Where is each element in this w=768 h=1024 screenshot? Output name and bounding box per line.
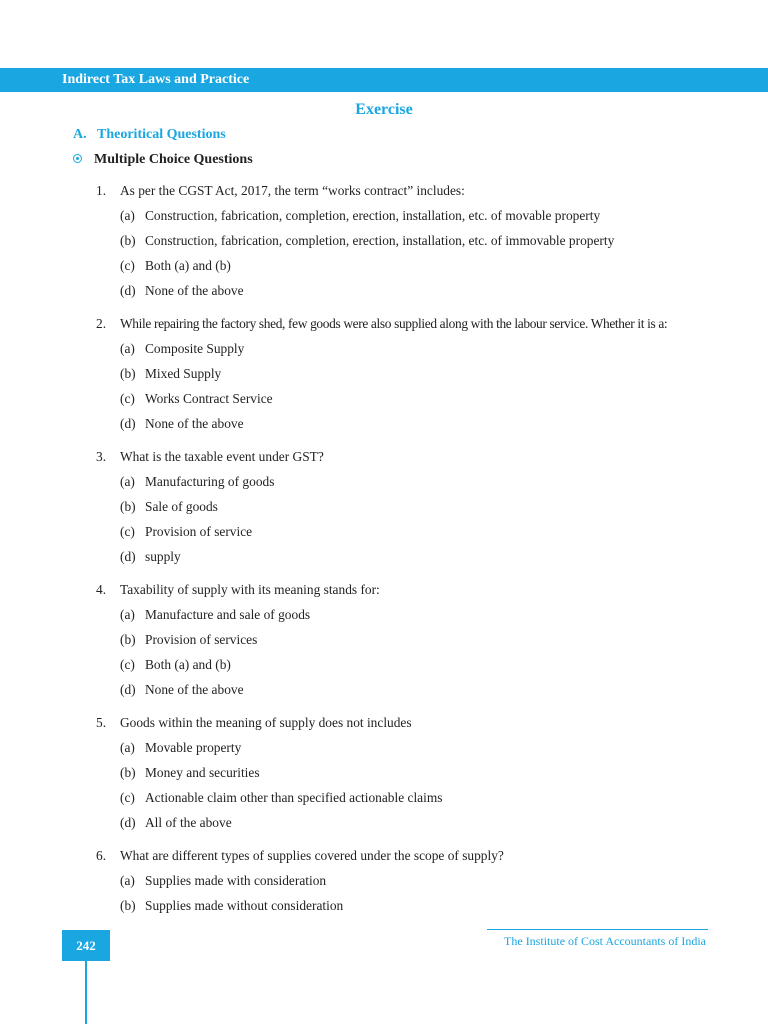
option-text: Construction, fabrication, completion, erection, installation, etc. of movable property bbox=[145, 208, 601, 223]
option-item bbox=[96, 606, 716, 631]
option-item bbox=[96, 523, 716, 548]
footer-institute: The Institute of Cost Accountants of India bbox=[504, 934, 706, 948]
option-label: (d) bbox=[120, 815, 136, 830]
question-item bbox=[96, 581, 716, 706]
option-item bbox=[96, 631, 716, 656]
question-number: 6. bbox=[96, 848, 107, 863]
option-label: (a) bbox=[120, 208, 135, 223]
option-item bbox=[96, 764, 716, 789]
question-item bbox=[96, 182, 716, 307]
question-item bbox=[96, 847, 716, 922]
option-item bbox=[96, 498, 716, 523]
page-marker-line bbox=[85, 961, 87, 1024]
option-text: Both (a) and (b) bbox=[145, 657, 231, 672]
circled-dot-icon bbox=[73, 154, 82, 163]
option-label: (a) bbox=[120, 873, 135, 888]
option-text: All of the above bbox=[145, 815, 232, 830]
option-item bbox=[96, 548, 716, 573]
option-text: Provision of services bbox=[145, 632, 258, 647]
question-item bbox=[96, 714, 716, 839]
option-text: Money and securities bbox=[145, 765, 260, 780]
question-list bbox=[96, 182, 716, 930]
option-label: (b) bbox=[120, 898, 136, 913]
question-text: What is the taxable event under GST? bbox=[120, 449, 324, 464]
question-number: 5. bbox=[96, 715, 107, 730]
option-label: (c) bbox=[120, 657, 135, 672]
option-item bbox=[96, 789, 716, 814]
option-label: (a) bbox=[120, 740, 135, 755]
option-item bbox=[96, 340, 716, 365]
option-text: Sale of goods bbox=[145, 499, 218, 514]
section-heading bbox=[73, 127, 226, 143]
option-text: Supplies made without consideration bbox=[145, 898, 344, 913]
option-label: (b) bbox=[120, 765, 136, 780]
option-item bbox=[96, 872, 716, 897]
option-text: Composite Supply bbox=[145, 341, 245, 356]
option-item bbox=[96, 282, 716, 307]
question-number: 1. bbox=[96, 183, 107, 198]
question-text: Taxability of supply with its meaning stands for: bbox=[120, 582, 380, 597]
option-label: (c) bbox=[120, 391, 135, 406]
option-text: Manufacturing of goods bbox=[145, 474, 275, 489]
option-text: Both (a) and (b) bbox=[145, 258, 231, 273]
option-label: (b) bbox=[120, 366, 136, 381]
option-text: Works Contract Service bbox=[145, 391, 273, 406]
option-text: Construction, fabrication, completion, erection, installation, etc. of immovable property bbox=[145, 233, 615, 248]
option-label: (c) bbox=[120, 790, 135, 805]
option-text: Movable property bbox=[145, 740, 242, 755]
option-item bbox=[96, 897, 716, 922]
exercise-heading: Exercise bbox=[355, 101, 413, 118]
option-label: (d) bbox=[120, 682, 136, 697]
question-number: 2. bbox=[96, 316, 107, 331]
option-label: (b) bbox=[120, 632, 136, 647]
option-text: supply bbox=[145, 549, 181, 564]
page-number: 242 bbox=[62, 930, 110, 961]
option-item bbox=[96, 681, 716, 706]
option-item bbox=[96, 473, 716, 498]
subsection-title: Multiple Choice Questions bbox=[94, 152, 253, 167]
option-label: (c) bbox=[120, 524, 135, 539]
question-text: Goods within the meaning of supply does not includes bbox=[120, 715, 412, 730]
option-text: None of the above bbox=[145, 682, 244, 697]
option-text: Mixed Supply bbox=[145, 366, 222, 381]
option-item bbox=[96, 415, 716, 440]
section-title: Theoritical Questions bbox=[97, 127, 226, 142]
running-header-title: Indirect Tax Laws and Practice bbox=[62, 72, 250, 87]
option-label: (d) bbox=[120, 416, 136, 431]
option-item bbox=[96, 390, 716, 415]
option-item bbox=[96, 207, 716, 232]
option-label: (a) bbox=[120, 474, 135, 489]
option-label: (a) bbox=[120, 607, 135, 622]
footer-rule bbox=[487, 929, 708, 930]
question-item bbox=[96, 448, 716, 573]
option-text: Actionable claim other than specified actionable claims bbox=[145, 790, 443, 805]
question-text: What are different types of supplies covered under the scope of supply? bbox=[120, 848, 504, 863]
option-text: Manufacture and sale of goods bbox=[145, 607, 311, 622]
option-label: (d) bbox=[120, 283, 136, 298]
option-item bbox=[96, 232, 716, 257]
option-text: Supplies made with consideration bbox=[145, 873, 327, 888]
option-item bbox=[96, 257, 716, 282]
option-label: (c) bbox=[120, 258, 135, 273]
question-number: 4. bbox=[96, 582, 107, 597]
section-letter: A. bbox=[73, 127, 87, 142]
option-text: None of the above bbox=[145, 283, 244, 298]
option-label: (b) bbox=[120, 499, 136, 514]
option-item bbox=[96, 365, 716, 390]
option-label: (d) bbox=[120, 549, 136, 564]
option-label: (a) bbox=[120, 341, 135, 356]
question-number: 3. bbox=[96, 449, 107, 464]
question-item bbox=[96, 315, 716, 440]
option-item bbox=[96, 739, 716, 764]
option-item bbox=[96, 814, 716, 839]
question-text: As per the CGST Act, 2017, the term “works contract” includes: bbox=[120, 183, 465, 198]
option-text: None of the above bbox=[145, 416, 244, 431]
subsection-heading bbox=[73, 152, 253, 168]
option-text: Provision of service bbox=[145, 524, 253, 539]
header-bar bbox=[0, 68, 768, 92]
option-label: (b) bbox=[120, 233, 136, 248]
question-text: While repairing the factory shed, few goods were also supplied along with the labour service. Whether it is a: bbox=[120, 316, 668, 331]
option-item bbox=[96, 656, 716, 681]
